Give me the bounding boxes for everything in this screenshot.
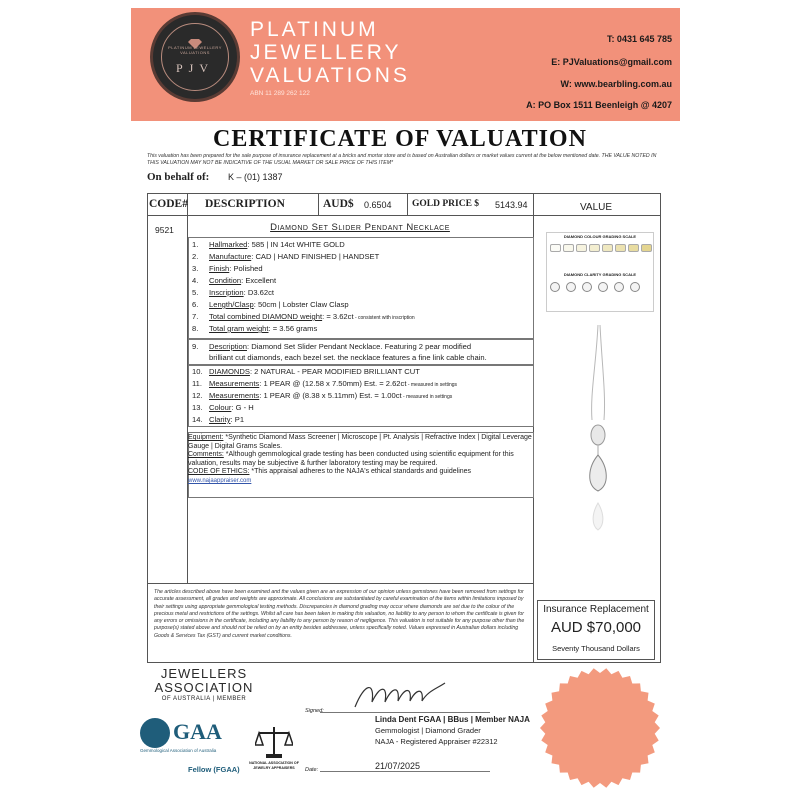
signature-line <box>320 712 490 713</box>
date-label: Date: <box>305 767 319 773</box>
terms-fine-print: The articles described above have been examined and the values given are an expression of our opinion unless gemstones have been removed from settings for accurate assessment, all grades and weights are approximate. All conclusions are substantiated by careful examination of the items within limitations imposed by their settings using appropriate gemmological testing methods. Discrepancies in diamond grading may occur where diamonds are set due to the colour of the precious metal and restrictions of the settings. Whilst all care has been taken in making this valuation, no liability to any person to whom the certificate is given for any errors or omissions in the certificate, including any liability to any person by reason of negligence. This valuation is not suitable for any purpose other than the purpose(s) stated above and should not be relied on by an entity besides addressee, unless specifically noted. Values expressed in Australian dollars including Goods & Services Tax (GST) and current market conditions. <box>154 589 525 639</box>
company-logo <box>150 12 240 102</box>
scales-icon <box>255 725 293 759</box>
item-label: Measurements <box>209 379 260 388</box>
item-note: - measured in settings <box>401 394 453 400</box>
item-text: : Diamond Set Slider Pendant Necklace. Featuring 2 pear modified <box>246 342 472 351</box>
diamond-icon <box>566 282 576 292</box>
logo-ring-text: PLATINUM JEWELLERY VALUATIONS <box>168 45 222 55</box>
description-header: DESCRIPTION <box>205 198 285 210</box>
item-title: Diamond Set Slider Pendant Necklace <box>270 222 450 233</box>
diamond-icon <box>614 282 624 292</box>
brand-line: PLATINUM <box>250 18 379 41</box>
table-divider <box>318 193 319 215</box>
list-item <box>192 264 263 273</box>
item-number: 9. <box>192 342 199 351</box>
valuation-date: 21/07/2025 <box>375 761 421 771</box>
date-line <box>320 771 490 772</box>
item-number: 13. <box>192 403 203 412</box>
list-item <box>192 312 415 323</box>
comments-label: Comments: <box>188 451 224 459</box>
diamond-icon <box>641 244 652 252</box>
list-item <box>192 379 457 390</box>
code-header: CODE# <box>149 198 188 210</box>
colour-scale-title: DIAMOND COLOUR GRADING SCALE <box>563 234 637 239</box>
item-number: 14. <box>192 415 203 424</box>
brand-line: JEWELLERY <box>250 41 402 64</box>
item-code: 9521 <box>155 225 174 235</box>
item-label: Inscription <box>209 288 244 297</box>
item-number: 10. <box>192 367 203 376</box>
appraiser-role: Gemmologist | Diamond Grader <box>375 726 481 735</box>
list-item <box>192 252 379 261</box>
aud-rate: 0.6504 <box>364 200 392 210</box>
item-number: 5. <box>192 288 199 297</box>
diamond-icon <box>598 282 608 292</box>
gold-price-label: GOLD PRICE $ <box>412 199 480 209</box>
appraiser-name: Linda Dent FGAA | BBus | Member NAJA <box>375 715 530 724</box>
clarity-scale-title: DIAMOND CLARITY GRADING SCALE <box>563 272 637 277</box>
company-seal <box>540 668 660 788</box>
brand-line: VALUATIONS <box>250 64 410 87</box>
contact-website[interactable]: W: www.bearbling.com.au <box>560 79 672 89</box>
item-number: 4. <box>192 276 199 285</box>
item-text: : D3.62ct <box>243 288 275 297</box>
item-label: Total combined DIAMOND weight <box>209 312 323 321</box>
item-text: : CAD | HAND FINISHED | HANDSET <box>251 252 380 261</box>
item-text: : = 3.56 grams <box>268 324 318 333</box>
abn-number: ABN 11 289 262 122 <box>250 90 310 97</box>
diamond-icon <box>589 244 600 252</box>
item-number: 1. <box>192 240 199 249</box>
item-label: Finish <box>209 264 230 273</box>
item-number: 2. <box>192 252 199 261</box>
item-text: : P1 <box>230 415 245 424</box>
list-item <box>192 415 244 424</box>
gaa-subtitle: Gemmological Association of Australia <box>140 748 217 753</box>
diamond-icon <box>563 244 574 252</box>
diamond-icon <box>628 244 639 252</box>
item-label: DIAMONDS <box>209 367 250 376</box>
item-label: Measurements <box>209 391 260 400</box>
diamond-icon <box>615 244 626 252</box>
logo-ring <box>161 23 229 91</box>
list-item-continued: brilliant cut diamonds, each bezel set. the necklace features a fine link cable chain. <box>209 353 487 362</box>
item-number: 3. <box>192 264 199 273</box>
item-number: 6. <box>192 300 199 309</box>
comments-text: *Although gemmological grade testing has been conducted using scientific equipment for this valuation, results may be subjective & further laboratory testing may be required. <box>188 451 514 467</box>
gaa-logo: GAA <box>173 719 222 744</box>
list-item <box>192 403 254 412</box>
item-text: : = 3.62ct <box>322 312 354 321</box>
equipment-text: *Synthetic Diamond Mass Screener | Microscope | Pt. Analysis | Refractive Index | Digital Leverage Gauge | Digital Grams Scales. <box>188 434 532 450</box>
item-note: - consistent with inscription <box>353 315 415 321</box>
item-text: : 1 PEAR @ (12.58 x 7.50mm) Est. = 2.62ct <box>259 379 407 388</box>
insurance-value: AUD $70,000 <box>550 619 642 636</box>
ethics-text: *This appraisal adheres to the NAJA's ethical standards and guidelines <box>249 468 472 476</box>
behalf-value: K – (01) 1387 <box>228 172 283 182</box>
certificate-title: CERTIFICATE OF VALUATION <box>213 126 587 152</box>
ja-subtitle: OF AUSTRALIA | MEMBER <box>161 696 247 702</box>
diamond-icon <box>582 282 592 292</box>
diamond-icon <box>550 244 561 252</box>
item-text: : 1 PEAR @ (8.38 x 5.11mm) Est. = 1.00ct <box>259 391 402 400</box>
list-item <box>192 324 317 333</box>
diamond-icon <box>602 244 613 252</box>
contact-phone: T: 0431 645 785 <box>606 34 672 44</box>
table-divider <box>407 193 408 215</box>
diamond-icon <box>576 244 587 252</box>
appraiser-registration: NAJA - Registered Appraiser #22312 <box>375 737 498 746</box>
item-label: Total gram weight <box>209 324 269 333</box>
list-item <box>192 391 452 402</box>
ja-line: ASSOCIATION <box>154 680 254 695</box>
notes-section <box>188 434 533 486</box>
ethics-label: CODE OF ETHICS: <box>188 468 250 476</box>
diamond-icon <box>630 282 640 292</box>
item-note: - measured in settings <box>406 382 458 388</box>
item-text: : 50cm | Lobster Claw Clasp <box>253 300 349 309</box>
fellow-label: Fellow (FGAA) <box>188 765 240 774</box>
diamond-icon <box>550 282 560 292</box>
item-text: : 2 NATURAL - PEAR MODIFIED BRILLIANT CUT <box>249 367 420 376</box>
signed-label: Signed: <box>305 708 324 714</box>
gaa-emblem-icon <box>140 718 170 748</box>
insurance-words: Seventy Thousand Dollars <box>552 644 640 653</box>
signature <box>350 677 450 712</box>
contact-address: A: PO Box 1511 Beenleigh @ 4207 <box>526 100 672 110</box>
item-label: Manufacture <box>209 252 252 261</box>
brand-name <box>250 18 410 87</box>
ja-line: JEWELLERS <box>160 666 248 681</box>
item-label: Colour <box>209 403 232 412</box>
list-item <box>192 288 274 297</box>
item-number: 12. <box>192 391 203 400</box>
contact-email[interactable]: E: PJValuations@gmail.com <box>551 57 672 67</box>
aud-label: AUD$ <box>323 198 354 210</box>
logo-monogram: PJV <box>175 61 214 75</box>
item-number: 8. <box>192 324 199 333</box>
item-number: 11. <box>192 379 202 388</box>
item-text: : 585 | IN 14ct WHITE GOLD <box>247 240 345 249</box>
list-item <box>192 367 420 376</box>
jewellers-association-logo <box>139 667 269 695</box>
insurance-label: Insurance Replacement <box>543 604 649 615</box>
value-header: VALUE <box>580 202 613 213</box>
naja-logo-text: NATIONAL ASSOCIATION OF JEWELRY APPRAISERS <box>249 761 299 770</box>
item-label: Length/Clasp <box>209 300 254 309</box>
item-number: 7. <box>192 312 199 321</box>
item-text: : Polished <box>229 264 263 273</box>
gold-price-value: 5143.94 <box>495 200 528 210</box>
behalf-label: On behalf of: <box>147 171 210 183</box>
equipment-label: Equipment: <box>188 434 224 441</box>
item-label: Description <box>209 342 247 351</box>
list-item <box>192 240 345 249</box>
table-divider <box>147 583 534 584</box>
list-item <box>192 300 349 309</box>
item-label: Condition <box>209 276 242 285</box>
item-label: Hallmarked <box>209 240 248 249</box>
item-text: : Excellent <box>241 276 277 285</box>
necklace-photo <box>560 325 640 550</box>
list-item <box>192 342 471 351</box>
naja-link[interactable]: www.najaappraiser.com <box>188 477 252 484</box>
item-label: Clarity <box>209 415 231 424</box>
list-item <box>192 276 276 285</box>
valuation-disclaimer: This valuation has been prepared for the sale purpose of insurance replacement at a bricks and mortar store and is based on Australian dollars or market values current at the below mentioned date. THE VALUE NOTED IN THIS VALUATION MAY NOT BE INDICATIVE OF THE USUAL MARKET OR SALE PRICE OF THIS ITEM* <box>147 153 657 166</box>
item-text: : G - H <box>231 403 254 412</box>
table-divider <box>147 215 661 216</box>
